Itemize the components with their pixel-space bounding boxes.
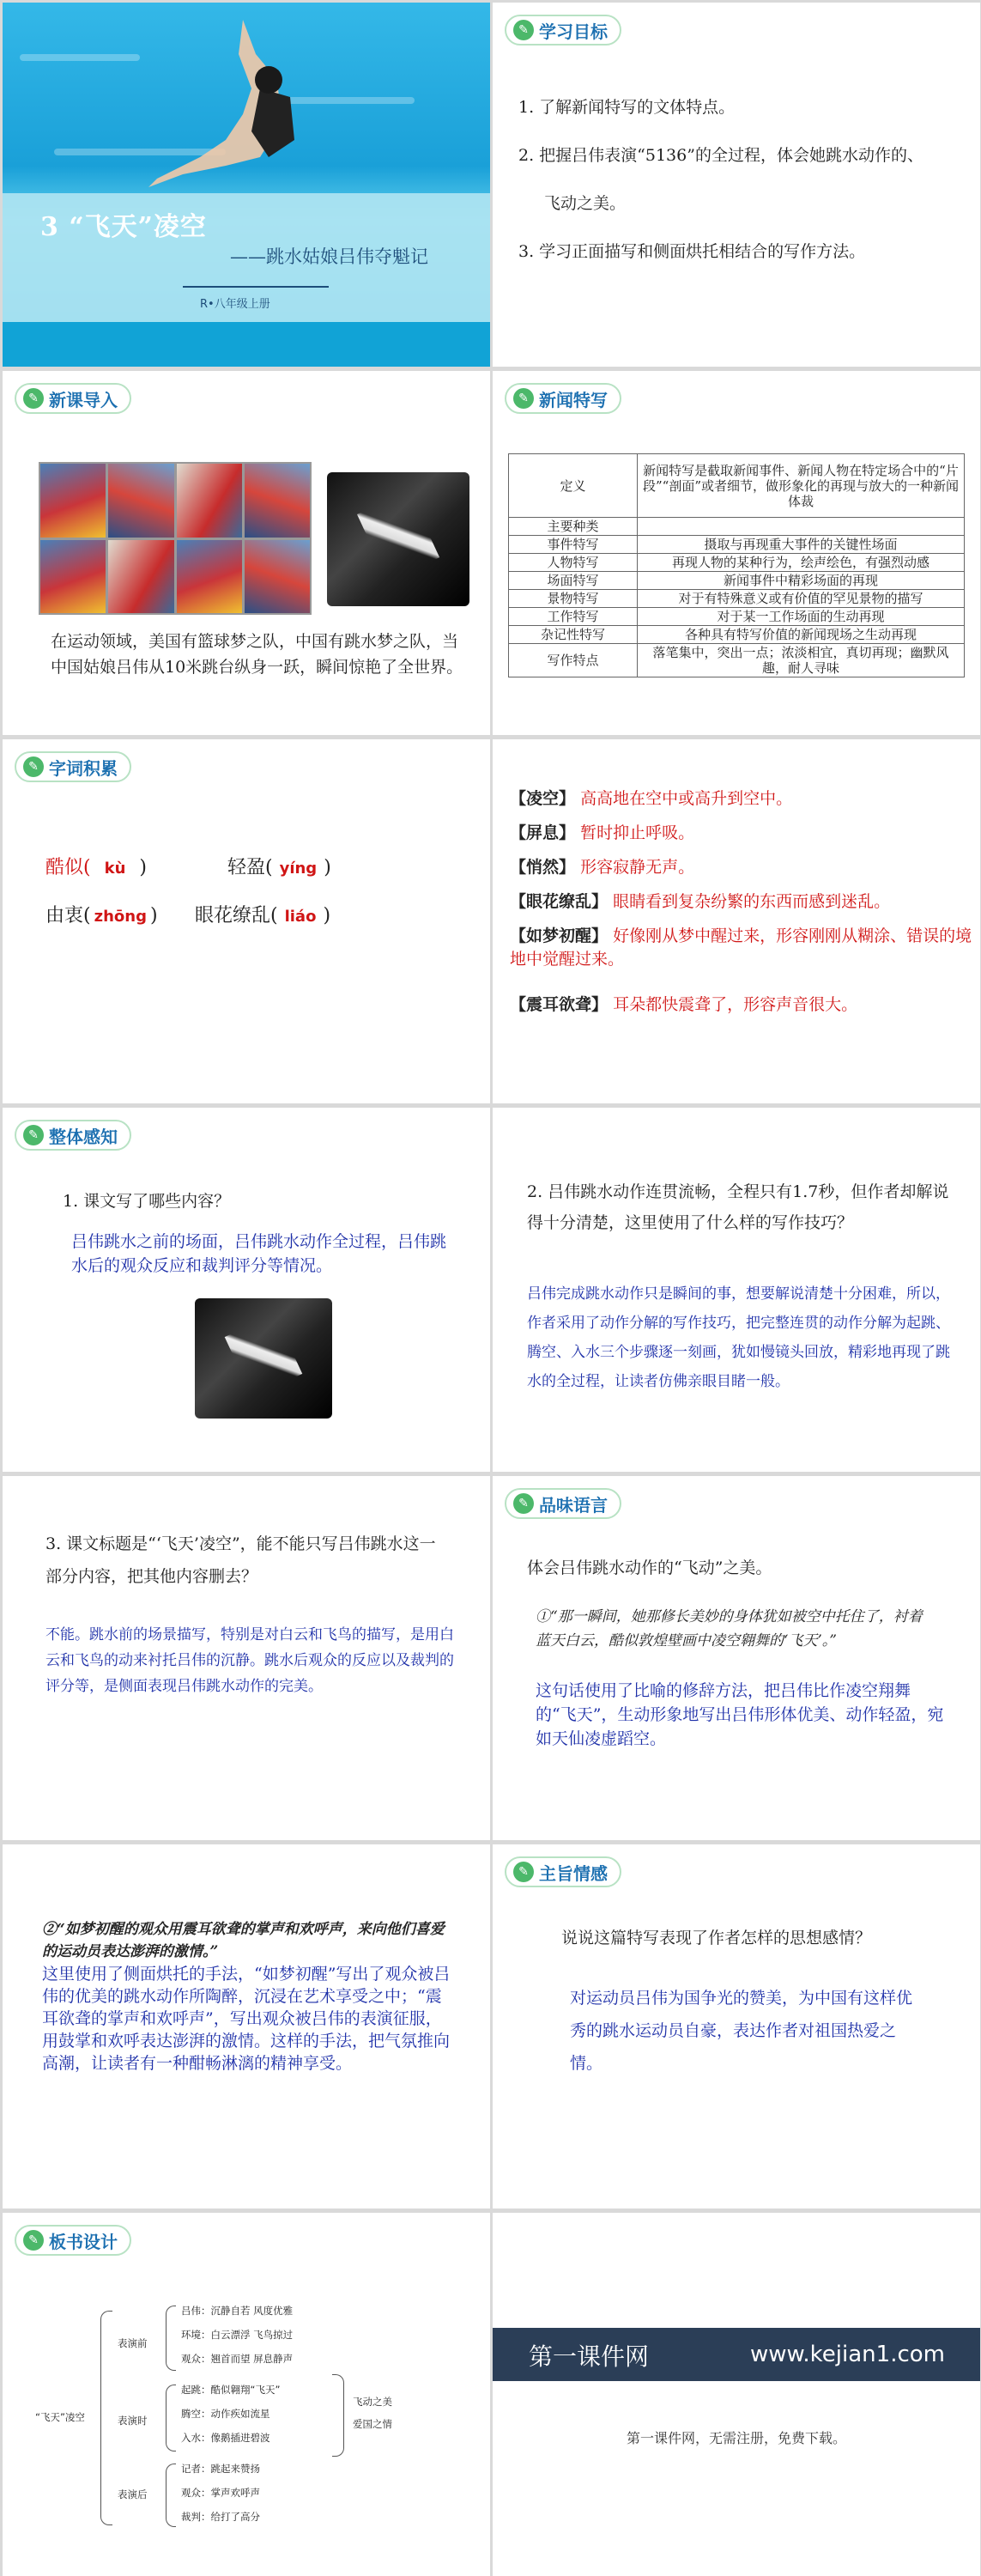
pencil-icon: ✎: [23, 756, 44, 777]
site-url[interactable]: www.kejian1.com: [750, 2342, 945, 2367]
table-row: 景物特写 对于有特殊意义或有价值的罕见景物的描写: [509, 590, 965, 608]
question-text: 2. 吕伟跳水动作连贯流畅，全程只有1.7秒，但作者却解说得十分清楚，这里使用了什么样的写作技巧？: [527, 1182, 949, 1232]
slide-overview: [3, 1108, 490, 1472]
definition-item: 【悄然】 形容寂静无声。: [510, 858, 695, 877]
section-tag: [15, 751, 131, 782]
question-text: 说说这篇特写表现了作者怎样的思想感情？: [561, 1929, 872, 1947]
slide-intro: [3, 371, 490, 735]
quote-text: ①“那一瞬间，她那修长美妙的身体犹如被空中托住了，衬着蓝天白云，酷似敦煌壁画中凌空翱舞的‘飞天’。”: [536, 1608, 923, 1649]
board-summary: 飞动之美: [353, 2396, 392, 2408]
board-line: 腾空：动作疾如流星: [181, 2408, 270, 2420]
objective-item: 2. 把握吕伟表演“5136”的全过程，体会她跳水动作的、: [518, 146, 923, 165]
section-tag: [505, 383, 621, 414]
diver-illustration: [131, 20, 329, 191]
table-row: 写作特点 落笔集中，突出一点；浓淡相宜，真切再现；幽默风趣，耐人寻味: [509, 644, 965, 677]
slide-language-2: [3, 1844, 490, 2208]
objective-item: 飞动之美。: [544, 194, 627, 213]
answer-text: 不能。跳水前的场景描写，特别是对白云和飞鸟的描写，是用白云和飞鸟的动来衬托吕伟的沉静。跳水后观众的反应以及裁判的评分等，是侧面表现吕伟跳水动作的完美。: [45, 1626, 454, 1695]
grade-label: R•八年级上册: [200, 298, 270, 311]
board-line: 吕伟：沉静自若 风度优雅: [181, 2305, 294, 2317]
bottom-band: [3, 322, 490, 367]
photo-collage: [39, 462, 312, 615]
board-line: 环境：白云漂浮 飞鸟掠过: [181, 2329, 294, 2341]
slide-title-question: [3, 1476, 490, 1840]
pencil-icon: ✎: [513, 1493, 534, 1514]
answer-text: 这句话使用了比喻的修辞方法，把吕伟比作凌空翔舞的“飞天”，生动形象地写出吕伟形体优美、动作轻盈，宛如天仙凌虚蹈空。: [536, 1681, 944, 1748]
board-diagram: [28, 2273, 475, 2556]
site-footer: 第一课件网，无需注册，免费下载。: [626, 2430, 846, 2446]
vocab-item: 轻盈( yíng ): [227, 857, 331, 878]
board-brace: [332, 2374, 344, 2457]
slide-definitions: [493, 739, 980, 1103]
tag-label: 整体感知: [49, 1126, 118, 1147]
pencil-icon: ✎: [23, 1125, 44, 1145]
objective-item: 1. 了解新闻特写的文体特点。: [518, 98, 736, 117]
board-line: 入水：像鹅插进碧波: [181, 2432, 270, 2444]
vocab-item: 由衷( zhōng ): [45, 905, 158, 927]
section-tag: [15, 383, 131, 414]
vocab-item: 眼花缭乱( liáo ): [195, 905, 331, 927]
board-brace: [166, 2464, 176, 2527]
board-stage: 表演时: [118, 2415, 148, 2427]
board-brace: [166, 2385, 176, 2451]
tag-label: 新闻特写: [539, 389, 608, 410]
pencil-icon: ✎: [513, 388, 534, 409]
pencil-icon: ✎: [23, 2230, 44, 2251]
table-row: 事件特写 摄取与再现重大事件的关键性场面: [509, 536, 965, 554]
board-brace: [100, 2311, 112, 2525]
objective-item: 3. 学习正面描写和侧面烘托相结合的写作方法。: [518, 242, 866, 261]
question-text: 1. 课文写了哪些内容？: [63, 1192, 231, 1211]
section-tag: [15, 1120, 131, 1151]
pencil-icon: ✎: [23, 388, 44, 409]
title-divider: [183, 286, 329, 288]
definition-item: 【震耳欲聋】 耳朵都快震聋了，形容声音很大。: [510, 995, 858, 1014]
board-stage: 表演后: [118, 2488, 148, 2500]
answer-text: 吕伟完成跳水动作只是瞬间的事，想要解说清楚十分困难，所以，作者采用了动作分解的写作技巧，把完整连贯的动作分解为起跳、腾空、入水三个步骤逐一刻画，犹如慢镜头回放，精彩地再现了跳水的全过程，让读者仿佛亲眼目睹一般。: [527, 1285, 950, 1390]
definition-item: 【屏息】 暂时抑止呼吸。: [510, 823, 695, 842]
quote-text: ②“如梦初醒的观众用震耳欲聋的掌声和欢呼声，来向他们喜爱的运动员表达澎湃的激情。”: [42, 1921, 445, 1960]
tag-label: 学习目标: [539, 21, 608, 42]
definition-item: 【眼花缭乱】 眼睛看到复杂纷繁的东西而感到迷乱。: [510, 892, 891, 911]
answer-text: 对运动员吕伟为国争光的赞美，为中国有这样优秀的跳水运动员自豪，表达作者对祖国热爱之情。: [570, 1989, 913, 2073]
diving-photo: [327, 472, 469, 606]
lesson-subtitle: ——跳水姑娘吕伟夺魁记: [230, 246, 428, 267]
board-stage: 表演前: [118, 2337, 148, 2349]
tag-label: 品味语言: [539, 1494, 608, 1516]
board-root: “飞天”凌空: [35, 2411, 85, 2423]
diving-photo: [195, 1298, 332, 1419]
board-line: 观众：掌声欢呼声: [181, 2487, 260, 2499]
answer-text: 吕伟跳水之前的场面，吕伟跳水动作全过程，吕伟跳水后的观众反应和裁判评分等情况。: [71, 1232, 447, 1275]
section-tag: [505, 1856, 621, 1887]
slide-title: [3, 3, 490, 367]
table-row: 场面特写 新闻事件中精彩场面的再现: [509, 572, 965, 590]
slide-objectives: [493, 3, 980, 367]
pencil-icon: ✎: [513, 1862, 534, 1882]
slide-board: [3, 2213, 490, 2576]
tag-label: 字词积累: [49, 757, 118, 779]
lesson-title: 3 “飞天”凌空: [40, 212, 207, 242]
board-line: 起跳：酷似翱翔“飞天”: [181, 2384, 281, 2396]
board-summary: 爱国之情: [353, 2418, 392, 2430]
slide-theme: [493, 1844, 980, 2208]
board-brace: [166, 2306, 176, 2371]
slide-news-feature: [493, 371, 980, 735]
lead-text: 体会吕伟跳水动作的“飞动”之美。: [527, 1558, 772, 1577]
section-tag: [505, 15, 621, 46]
slide-ad: [493, 2213, 980, 2576]
section-tag: [505, 1488, 621, 1519]
table-row: 主要种类: [509, 518, 965, 536]
section-tag: [15, 2225, 131, 2256]
pencil-icon: ✎: [513, 20, 534, 40]
feature-table: [508, 453, 965, 677]
definition-item: 【如梦初醒】 好像刚从梦中醒过来，形容刚刚从糊涂、错误的境地中觉醒过来。: [510, 927, 972, 969]
tag-label: 主旨情感: [539, 1862, 608, 1884]
board-line: 记者：跳起来赞扬: [181, 2463, 260, 2475]
table-row: 杂记性特写 各种具有特写价值的新闻现场之生动再现: [509, 626, 965, 644]
slide-technique: [493, 1108, 980, 1472]
table-row: 人物特写 再现人物的某种行为，绘声绘色，有强烈动感: [509, 554, 965, 572]
board-line: 观众：翘首而望 屏息静声: [181, 2353, 294, 2365]
question-text: 3. 课文标题是“‘飞天’凌空”，能不能只写吕伟跳水这一部分内容，把其他内容删去？: [45, 1534, 436, 1586]
definition-item: 【凌空】 高高地在空中或高升到空中。: [510, 789, 793, 808]
vocab-item: 酷似( kù ): [45, 857, 147, 878]
slide-language: [493, 1476, 980, 1840]
objectives-list: [518, 83, 965, 276]
tag-label: 板书设计: [49, 2231, 118, 2252]
table-row: 工作特写 对于某一工作场面的生动再现: [509, 608, 965, 626]
intro-text: 在运动领域，美国有篮球梦之队，中国有跳水梦之队，当中国姑娘吕伟从10米跳台纵身一跃，瞬间惊艳了全世界。: [51, 632, 463, 677]
slide-vocab: [3, 739, 490, 1103]
board-line: 裁判：给打了高分: [181, 2511, 260, 2523]
tag-label: 新课导入: [49, 389, 118, 410]
answer-text: 这里使用了侧面烘托的手法，“如梦初醒”写出了观众被吕伟的优美的跳水动作所陶醉，沉浸在艺术享受之中；“震耳欲聋的掌声和欢呼声”，写出观众被吕伟的表演征服，用鼓掌和欢呼表达澎湃的激情。这样的手法，把气氛推向高潮，让读者有一种酣畅淋漓的精神享受。: [42, 1965, 451, 2073]
table-row: 定义 新闻特写是截取新闻事件、新闻人物在特定场合中的“片段”“剖面”或者细节，做形象化的再现与放大的一种新闻体裁: [509, 454, 965, 518]
site-name: 第一课件网: [529, 2342, 650, 2371]
